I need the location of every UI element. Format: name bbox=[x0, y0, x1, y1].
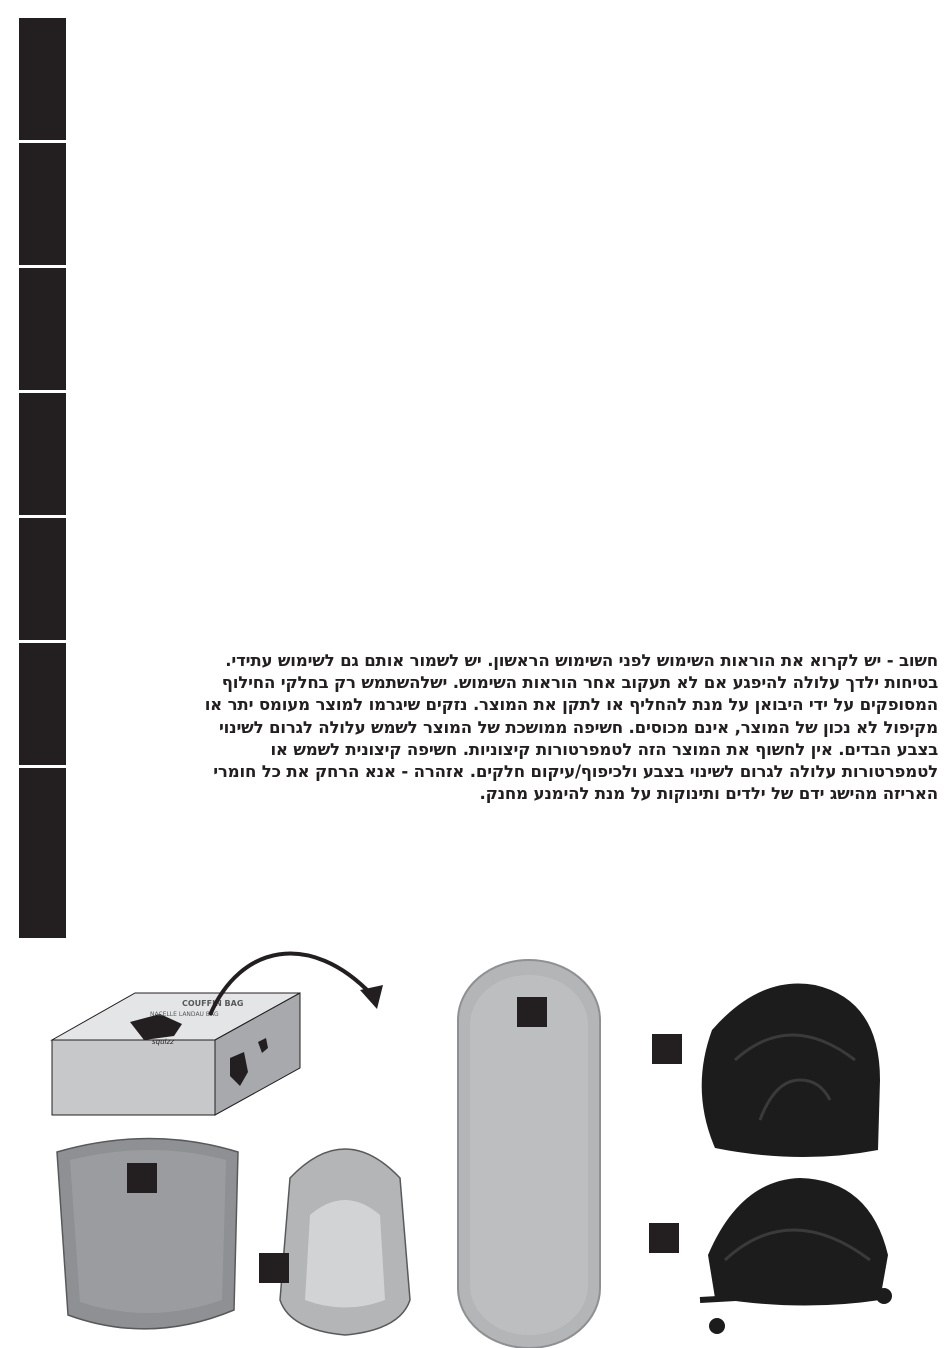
carrycot-canopy-illustration bbox=[702, 983, 880, 1157]
head-support-illustration bbox=[280, 1149, 410, 1335]
part-marker bbox=[127, 1163, 157, 1193]
svg-text:squizz: squizz bbox=[152, 1038, 174, 1046]
svg-text:NACELLE LANDAU BAG: NACELLE LANDAU BAG bbox=[150, 1011, 219, 1018]
packaging-box-illustration bbox=[52, 993, 300, 1115]
part-marker bbox=[649, 1223, 679, 1253]
part-marker bbox=[517, 997, 547, 1027]
hood-illustration bbox=[700, 1178, 892, 1334]
part-marker bbox=[259, 1253, 289, 1283]
part-marker bbox=[652, 1034, 682, 1064]
svg-text:COUFFIN BAG: COUFFIN BAG bbox=[182, 999, 244, 1008]
safety-warning-text: חשוב - יש לקרוא את הוראות השימוש לפני השימוש הראשון. יש לשמור אותם גם לשימוש עתידי. בטיחות ילדך עלולה להיפגע אם לא תעקוב אחר הוראות השימוש. ישלהשתמש רק בחלקי החילוף המסופקים על ידי היבואן על מנת להחליף או לתקן את המוצר. נזקים שיגרמו למוצר מעומס יתר או מקיפול לא נכון של המוצר, אינם מכוסים. חשיפה ממושכת של המוצר לשמש עלולה לגרום לשינוי בצבע הבדים. אין לחשוף את המוצר הזה לטמפרטורות קיצוניות. חשיפה קיצונית לשמש או לטמפרטורות עלולה לגרום לשינוי בצבע ולכיפוף/עיקום חלקים. אזהרה - אנא הרחק את כל חומרי האריזה מהישג ידם של ילדים ותינוקות על מנת להימנע מחנק. bbox=[204, 651, 938, 804]
